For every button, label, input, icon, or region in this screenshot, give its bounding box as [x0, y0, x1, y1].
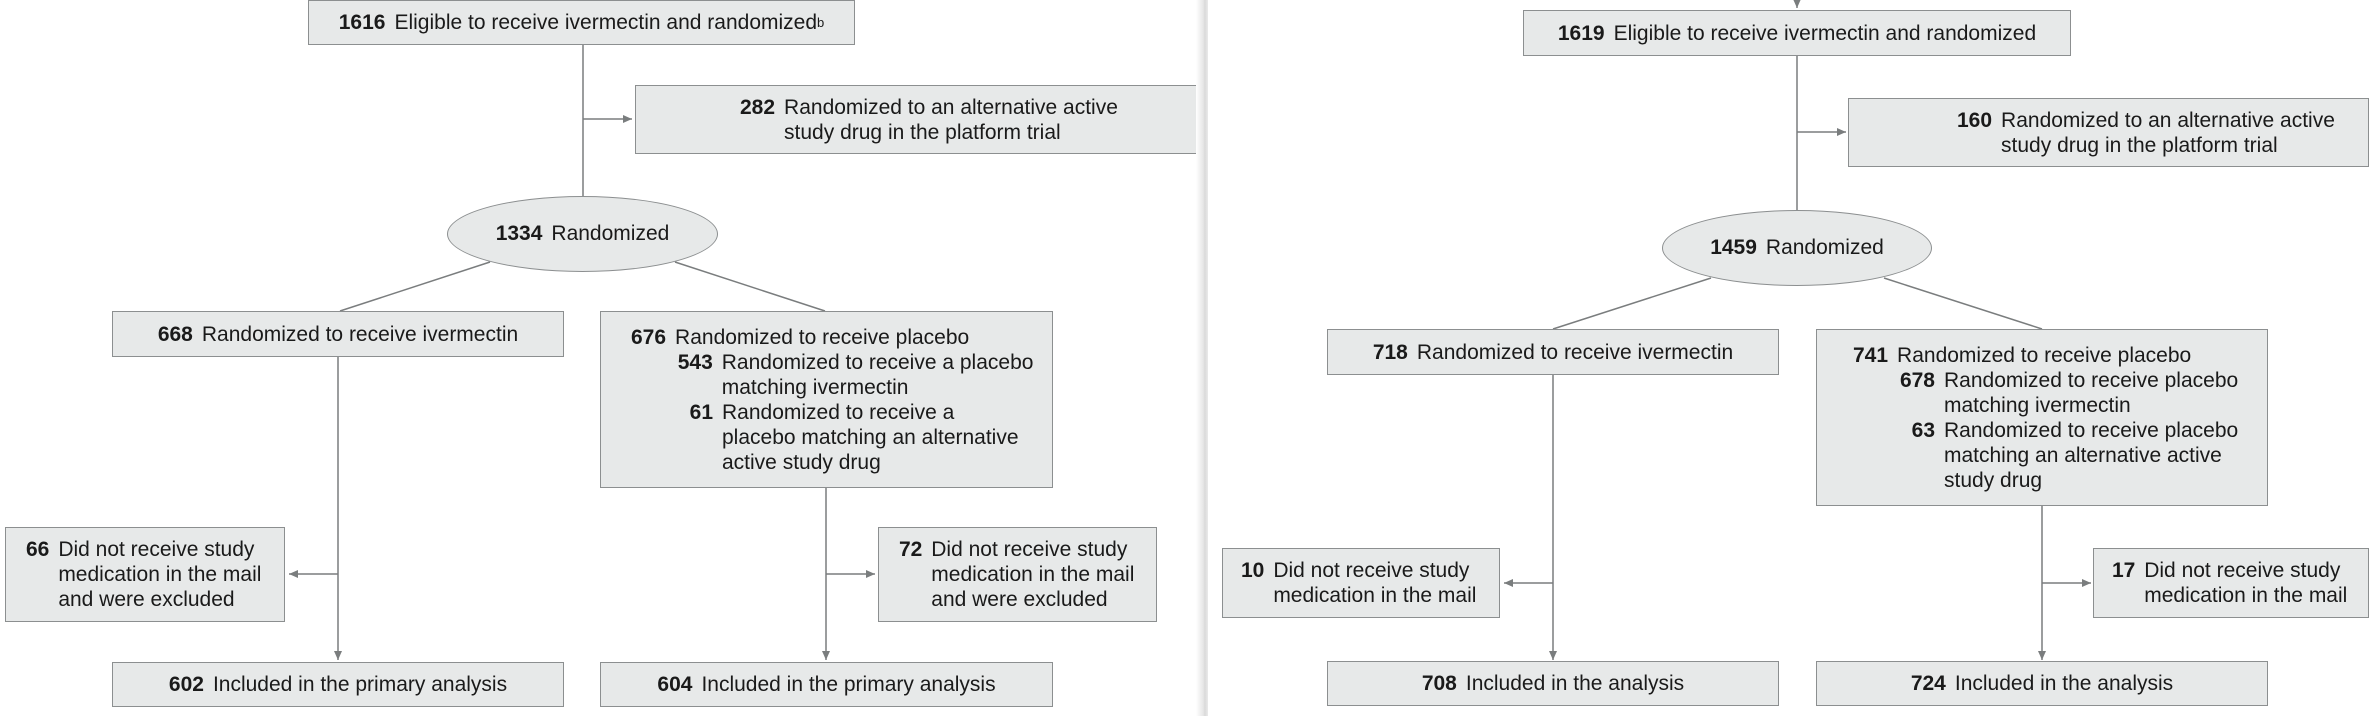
r-placebo-sub2-count: 63	[1911, 418, 1935, 442]
r-alt-drug-count: 160	[1957, 108, 1993, 132]
r-randomized-label: Randomized	[1765, 236, 1884, 259]
randomized-count: 1334	[495, 222, 543, 245]
excluded-placebo-label: Did not receive study medication in the mail and were excluded	[931, 538, 1135, 611]
r-eligible-box	[1523, 10, 2071, 56]
excluded-placebo-box	[878, 527, 1157, 622]
r-excluded-ivermectin-label: Did not receive study medication in the mail	[1273, 559, 1477, 607]
r-included-placebo-count: 724	[1910, 672, 1946, 695]
r-excluded-placebo-box	[2093, 548, 2369, 618]
eligible-label: Eligible to receive ivermectin and randomized	[394, 11, 818, 34]
ivermectin-count: 668	[157, 322, 193, 346]
r-placebo-sub2-label: Randomized to receive placebo matching an alternative active study drug	[1944, 418, 2239, 492]
r-ivermectin-label: Randomized to receive ivermectin	[1416, 340, 1734, 364]
alt-drug-label: Randomized to an alternative active study drug in the platform trial	[784, 95, 1118, 144]
alt-drug-count: 282	[740, 95, 776, 119]
included-placebo-label: Included in the primary analysis	[701, 673, 996, 696]
r-included-placebo-label: Included in the analysis	[1954, 672, 2174, 695]
r-placebo-label: Randomized to receive placebo	[1897, 343, 2192, 367]
eligible-box: 1616 Eligible to receive ivermectin and randomized b	[308, 0, 855, 45]
ivermectin-arm-box	[112, 311, 564, 357]
r-placebo-arm-box	[1816, 329, 2268, 506]
r-included-placebo-box	[1816, 661, 2268, 706]
included-placebo-box	[600, 662, 1053, 707]
r-included-ivermectin-label: Included in the analysis	[1465, 672, 1685, 695]
right-flow-diagram	[1208, 0, 2369, 716]
r-excluded-placebo-label: Did not receive study medication in the mail	[2144, 559, 2348, 607]
r-randomized-count: 1459	[1710, 236, 1757, 259]
r-excluded-ivermectin-count: 10	[1241, 559, 1265, 582]
placebo-count: 676	[631, 325, 667, 349]
r-alt-drug-label: Randomized to an alternative active study drug in the platform trial	[2001, 108, 2335, 157]
r-excluded-placebo-count: 17	[2112, 559, 2136, 582]
placebo-sub2-count: 61	[689, 400, 713, 424]
r-eligible-count: 1619	[1557, 21, 1605, 45]
r-placebo-count: 741	[1853, 343, 1889, 367]
included-placebo-count: 604	[657, 673, 693, 696]
placebo-sub2-label: Randomized to receive a placebo matching an alternative active study drug	[722, 400, 1019, 474]
r-placebo-sub1-count: 678	[1899, 368, 1935, 392]
placebo-sub1-count: 543	[677, 350, 713, 374]
included-ivermectin-box	[112, 662, 564, 707]
r-ivermectin-arm-box	[1327, 329, 1779, 375]
r-included-ivermectin-box	[1327, 661, 1779, 706]
alt-drug-box	[635, 85, 1200, 154]
placebo-arm-box	[600, 311, 1053, 488]
r-randomized-oval	[1662, 210, 1932, 286]
placebo-sub1-label: Randomized to receive a placebo matching ivermectin	[721, 350, 1034, 399]
r-eligible-label: Eligible to receive ivermectin and randomized	[1613, 21, 2037, 45]
r-ivermectin-count: 718	[1372, 340, 1408, 364]
excluded-ivermectin-box	[5, 527, 285, 622]
randomized-label: Randomized	[551, 222, 670, 245]
eligible-count: 1616	[338, 11, 386, 34]
excluded-placebo-count: 72	[899, 538, 923, 561]
r-alt-drug-box	[1848, 98, 2369, 167]
randomized-oval	[447, 196, 718, 272]
r-included-ivermectin-count: 708	[1421, 672, 1457, 695]
excluded-ivermectin-label: Did not receive study medication in the mail and were excluded	[58, 538, 262, 611]
included-ivermectin-label: Included in the primary analysis	[212, 673, 508, 696]
excluded-ivermectin-count: 66	[26, 538, 50, 561]
r-excluded-ivermectin-box	[1222, 548, 1500, 618]
included-ivermectin-count: 602	[168, 673, 204, 696]
r-placebo-sub1-label: Randomized to receive placebo matching ivermectin	[1944, 368, 2239, 417]
ivermectin-label: Randomized to receive ivermectin	[201, 322, 519, 346]
placebo-label: Randomized to receive placebo	[675, 325, 970, 349]
